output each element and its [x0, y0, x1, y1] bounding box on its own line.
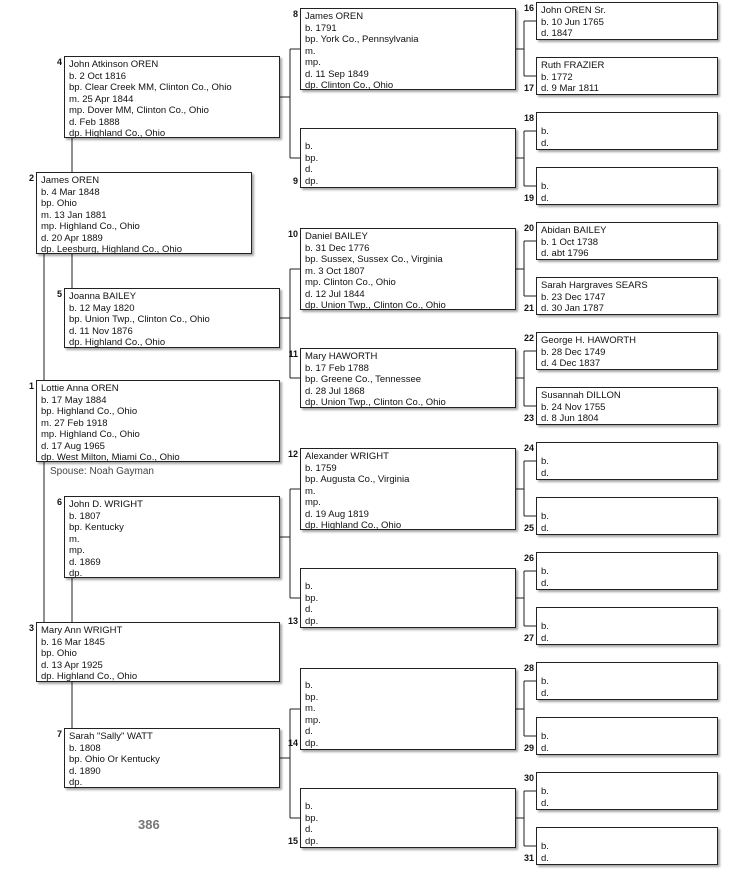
person-detail: m. 27 Feb 1918 [41, 417, 108, 429]
person-detail: d. [305, 824, 313, 835]
person-box-29[interactable] [536, 717, 718, 755]
person-name: James OREN [41, 175, 100, 186]
person-box-13[interactable] [300, 568, 516, 628]
person-detail: d. Feb 1888 [69, 116, 120, 128]
person-detail: dp. Clinton Co., Ohio [305, 80, 394, 90]
person-detail: m. 25 Apr 1844 [69, 93, 134, 105]
person-detail: d. [541, 192, 549, 204]
person-detail: b. 23 Dec 1747 [541, 291, 606, 303]
person-detail: b. 1807 [69, 510, 101, 522]
person-number-19: 19 [523, 193, 534, 203]
person-detail: mp. Clinton Co., Ohio [305, 277, 396, 288]
person-name: Mary HAWORTH [305, 351, 378, 362]
person-detail: bp. Sussex, Sussex Co., Virginia [305, 254, 443, 265]
spacer [541, 500, 713, 511]
person-detail: mp. [305, 57, 321, 68]
person-name: Susannah DILLON [541, 390, 621, 401]
person-box-2[interactable] [36, 172, 252, 254]
person-detail: dp. Leesburg, Highland Co., Ohio [41, 244, 183, 254]
person-number-18: 18 [523, 113, 534, 123]
person-detail: b. 24 Nov 1755 [541, 401, 606, 413]
person-detail: dp. Highland Co., Ohio [41, 671, 138, 682]
person-detail: b. [541, 566, 549, 577]
page-number: 386 [138, 817, 160, 832]
person-box-4[interactable] [64, 56, 280, 138]
person-detail: dp. Union Twp., Clinton Co., Ohio [305, 397, 446, 408]
person-number-14: 14 [287, 738, 298, 748]
person-box-30[interactable] [536, 772, 718, 810]
person-number-17: 17 [523, 83, 534, 93]
person-detail: b. [305, 581, 313, 592]
person-detail: b. [541, 786, 549, 797]
person-detail: b. [541, 126, 549, 137]
spacer [541, 610, 713, 621]
person-detail: mp. Highland Co., Ohio [41, 429, 140, 440]
person-box-15[interactable] [300, 788, 516, 848]
person-detail: b. 17 May 1884 [41, 394, 107, 406]
spouse-label: Spouse: Noah Gayman [50, 466, 154, 477]
person-box-25[interactable] [536, 497, 718, 535]
spacer [305, 131, 511, 141]
person-detail: b. 28 Dec 1749 [541, 346, 606, 358]
person-detail: b. [541, 731, 549, 742]
person-detail: b. [541, 181, 549, 192]
person-box-21[interactable] [536, 277, 718, 315]
person-name: George H. HAWORTH [541, 335, 637, 346]
person-box-22[interactable] [536, 332, 718, 370]
spacer [541, 830, 713, 841]
person-detail: d. [541, 742, 549, 754]
person-detail: b. 10 Jun 1765 [541, 16, 604, 28]
person-detail: b. 16 Mar 1845 [41, 636, 105, 648]
spacer [541, 775, 713, 786]
person-box-28[interactable] [536, 662, 718, 700]
person-detail: m. 13 Jan 1881 [41, 209, 107, 221]
person-number-26: 26 [523, 553, 534, 563]
person-detail: bp. Augusta Co., Virginia [305, 474, 410, 485]
person-detail: mp. Dover MM, Clinton Co., Ohio [69, 105, 209, 116]
person-detail: b. [541, 456, 549, 467]
person-box-31[interactable] [536, 827, 718, 865]
person-box-20[interactable] [536, 222, 718, 260]
person-name: Sarah Hargraves SEARS [541, 280, 648, 291]
person-number-3: 3 [28, 623, 34, 633]
person-name: James OREN [305, 11, 364, 22]
person-box-19[interactable] [536, 167, 718, 205]
person-detail: dp. [305, 615, 319, 627]
person-detail: m. [305, 703, 316, 714]
person-number-28: 28 [523, 663, 534, 673]
person-detail: b. 17 Feb 1788 [305, 362, 369, 374]
person-name: John D. WRIGHT [69, 499, 143, 510]
person-detail: b. [305, 680, 313, 691]
person-detail: d. 1869 [69, 556, 101, 568]
spacer [541, 555, 713, 566]
person-number-9: 9 [292, 176, 298, 186]
person-detail: dp. Union Twp., Clinton Co., Ohio [305, 300, 446, 310]
person-detail: dp. Highland Co., Ohio [69, 337, 166, 348]
person-box-7[interactable] [64, 728, 280, 788]
spacer [541, 115, 713, 126]
person-detail: m. [305, 485, 316, 497]
person-detail: d. abt 1796 [541, 248, 589, 259]
person-detail: dp. [69, 777, 83, 788]
person-detail: b. 1791 [305, 22, 337, 34]
person-detail: bp. York Co., Pennsylvania [305, 34, 419, 45]
person-box-18[interactable] [536, 112, 718, 150]
person-detail: b. 2 Oct 1816 [69, 70, 127, 82]
person-box-27[interactable] [536, 607, 718, 645]
person-detail: m. [69, 533, 80, 545]
person-detail: d. [541, 577, 549, 589]
spacer [305, 671, 511, 680]
person-detail: dp. [305, 737, 319, 749]
person-detail: b. 1772 [541, 71, 573, 83]
person-detail: b. [305, 141, 313, 152]
person-detail: bp. Ohio [41, 648, 77, 659]
person-detail: dp. West Milton, Miami Co., Ohio [41, 452, 180, 462]
person-number-30: 30 [523, 773, 534, 783]
person-detail: bp. Ohio Or Kentucky [69, 754, 160, 765]
person-detail: d. 12 Jul 1844 [305, 288, 365, 300]
person-detail: bp. Ohio [41, 198, 77, 209]
person-box-14[interactable] [300, 668, 516, 750]
person-detail: d. 11 Nov 1876 [69, 325, 133, 337]
person-detail: b. [541, 841, 549, 852]
person-detail: d. 9 Mar 1811 [541, 83, 599, 94]
person-detail: d. 1847 [541, 28, 573, 39]
person-detail: b. [305, 801, 313, 812]
person-detail: bp. [305, 152, 319, 164]
person-box-23[interactable] [536, 387, 718, 425]
person-detail: dp. [69, 568, 83, 578]
person-number-16: 16 [523, 3, 534, 13]
person-detail: d. [541, 522, 549, 534]
person-detail: bp. [305, 592, 319, 604]
person-box-5[interactable] [64, 288, 280, 348]
person-detail: d. 11 Sep 1849 [305, 68, 369, 80]
person-name: Daniel BAILEY [305, 231, 368, 242]
person-detail: m. 3 Oct 1807 [305, 265, 365, 277]
person-number-8: 8 [292, 9, 298, 19]
person-detail: bp. [305, 812, 319, 824]
person-detail: d. 20 Apr 1889 [41, 232, 103, 244]
person-detail: mp. Highland Co., Ohio [41, 221, 140, 232]
person-detail: bp. Highland Co., Ohio [41, 406, 138, 417]
person-detail: d. [541, 137, 549, 149]
person-number-11: 11 [288, 349, 298, 359]
person-detail: mp. [69, 545, 85, 556]
person-name: Alexander WRIGHT [305, 451, 389, 462]
person-detail: d. 1890 [69, 765, 101, 777]
person-number-10: 10 [287, 229, 298, 239]
person-number-15: 15 [287, 836, 298, 846]
person-detail: bp. Greene Co., Tennessee [305, 374, 422, 385]
person-box-1[interactable] [36, 380, 280, 462]
person-number-1: 1 [28, 381, 34, 391]
person-detail: b. [541, 676, 549, 687]
person-detail: b. 12 May 1820 [69, 302, 135, 314]
person-number-23: 23 [523, 413, 534, 423]
person-detail: mp. [305, 497, 321, 508]
person-detail: d. [541, 852, 549, 864]
person-detail: d. [305, 164, 313, 175]
person-detail: d. [541, 687, 549, 699]
person-number-31: 31 [523, 853, 534, 863]
spacer [305, 791, 511, 801]
person-detail: b. 1808 [69, 742, 101, 754]
person-number-7: 7 [56, 729, 62, 739]
person-name: Mary Ann WRIGHT [41, 625, 123, 636]
person-box-17[interactable] [536, 57, 718, 95]
person-number-4: 4 [56, 57, 62, 67]
person-detail: d. 17 Aug 1965 [41, 440, 105, 452]
person-number-25: 25 [523, 523, 534, 533]
person-detail: m. [305, 45, 316, 57]
person-detail: d. 13 Apr 1925 [41, 659, 103, 671]
spacer [305, 571, 511, 581]
person-detail: d. 8 Jun 1804 [541, 413, 599, 424]
person-detail: bp. Kentucky [69, 522, 124, 533]
person-box-16[interactable] [536, 2, 718, 40]
person-detail: d. [305, 604, 313, 615]
person-box-11[interactable] [300, 348, 516, 408]
person-detail: d. 19 Aug 1819 [305, 508, 369, 520]
person-name: John Atkinson OREN [69, 59, 159, 70]
person-name: Abidan BAILEY [541, 225, 607, 236]
person-detail: d. [541, 797, 549, 809]
person-box-10[interactable] [300, 228, 516, 310]
person-number-20: 20 [523, 223, 534, 233]
person-number-24: 24 [523, 443, 534, 453]
person-detail: d. 30 Jan 1787 [541, 303, 604, 314]
person-detail: bp. Union Twp., Clinton Co., Ohio [69, 314, 210, 325]
person-detail: dp. Highland Co., Ohio [305, 520, 402, 530]
spacer [541, 170, 713, 181]
person-box-12[interactable] [300, 448, 516, 530]
person-box-8[interactable] [300, 8, 516, 90]
person-box-9[interactable] [300, 128, 516, 188]
person-number-21: 21 [523, 303, 534, 313]
spacer [541, 445, 713, 456]
spacer [541, 720, 713, 731]
person-name: Joanna BAILEY [69, 291, 137, 302]
person-box-24[interactable] [536, 442, 718, 480]
person-number-12: 12 [287, 449, 298, 459]
person-detail: b. 4 Mar 1848 [41, 186, 100, 198]
person-detail: d. 28 Jul 1868 [305, 385, 365, 397]
person-detail: dp. [305, 835, 319, 847]
person-detail: b. 31 Dec 1776 [305, 242, 370, 254]
person-detail: dp. [305, 175, 319, 187]
person-detail: bp. Clear Creek MM, Clinton Co., Ohio [69, 82, 232, 93]
person-detail: d. [541, 467, 549, 479]
spacer [541, 665, 713, 676]
person-detail: dp. Highland Co., Ohio [69, 128, 166, 138]
person-number-27: 27 [523, 633, 534, 643]
person-detail: b. [541, 621, 549, 632]
person-detail: bp. [305, 691, 319, 703]
person-number-6: 6 [56, 497, 62, 507]
person-detail: b. 1759 [305, 462, 337, 474]
person-box-26[interactable] [536, 552, 718, 590]
person-detail: mp. [305, 714, 321, 726]
person-detail: d. [541, 632, 549, 644]
person-name: Sarah "Sally" WATT [69, 731, 153, 742]
person-detail: d. 4 Dec 1837 [541, 358, 601, 369]
person-detail: b. 1 Oct 1738 [541, 236, 599, 248]
person-number-22: 22 [523, 333, 534, 343]
person-name: Ruth FRAZIER [541, 60, 605, 71]
person-name: John OREN Sr. [541, 5, 606, 16]
person-detail: d. [305, 726, 313, 737]
person-box-6[interactable] [64, 496, 280, 578]
person-number-29: 29 [523, 743, 534, 753]
person-number-2: 2 [28, 173, 34, 183]
person-name: Lottie Anna OREN [41, 383, 119, 394]
person-box-3[interactable] [36, 622, 280, 682]
person-number-5: 5 [56, 289, 62, 299]
person-detail: b. [541, 511, 549, 522]
person-number-13: 13 [287, 616, 298, 626]
